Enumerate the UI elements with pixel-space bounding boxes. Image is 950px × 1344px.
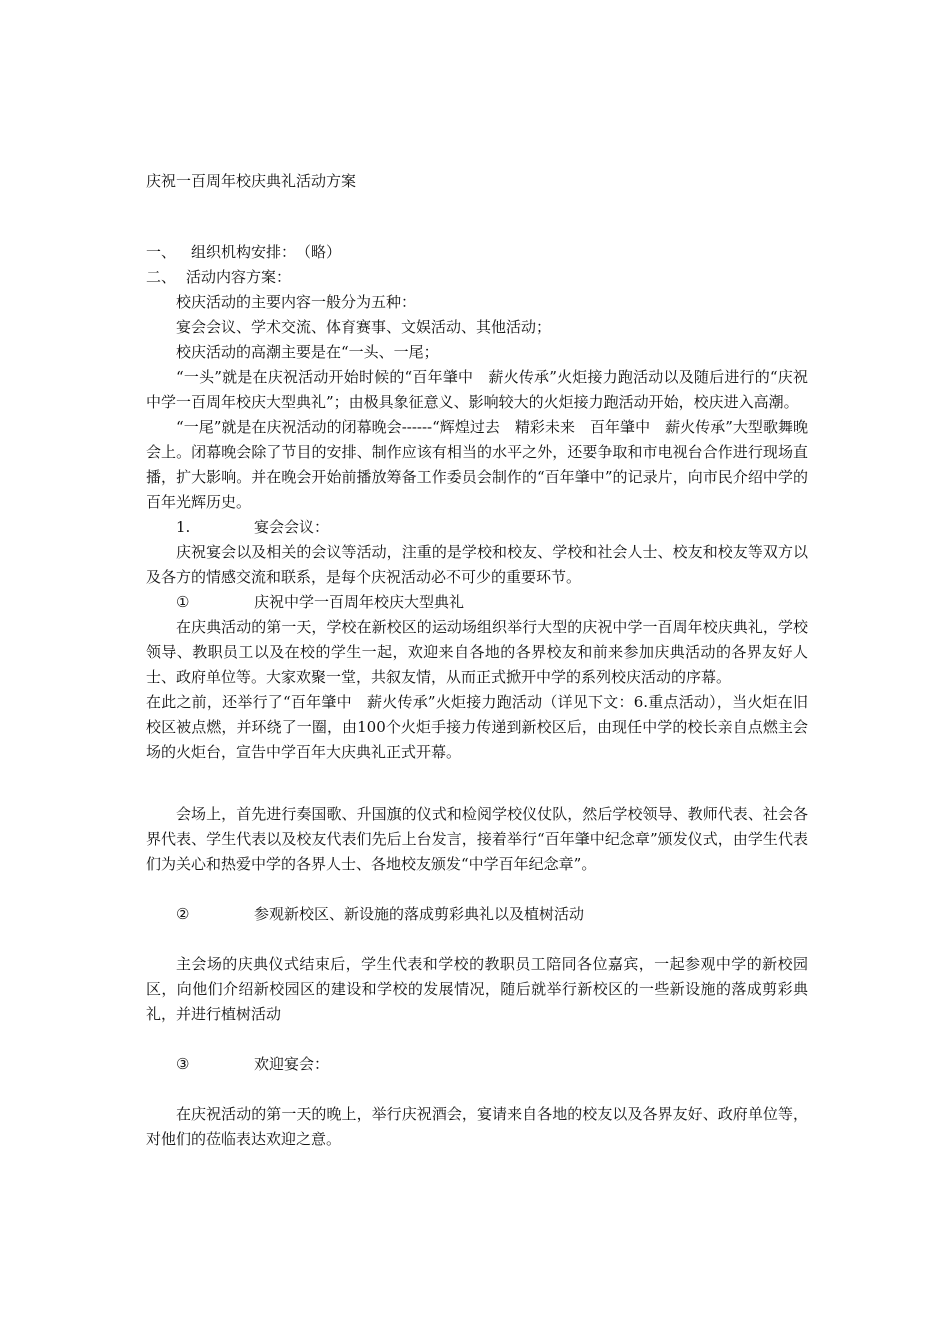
blank-line xyxy=(146,1077,808,1102)
paragraph: 校庆活动的主要内容一般分为五种： xyxy=(176,293,417,311)
subsection-heading xyxy=(146,1052,808,1077)
paragraph: 庆祝宴会以及相关的会议等活动，注重的是学校和校友、学校和社会人士、校友和校友等双方以及各方的情感交流和联系，是每个庆祝活动必不可少的重要环节。 xyxy=(146,543,808,586)
paragraph: “一头”就是在庆祝活动开始时候的“百年肇中 薪火传承”火炬接力跑活动以及随后进行的“庆祝中学一百周年校庆大型典礼”；由极具象征意义、影响较大的火炬接力跑活动开始，校庆进入高潮。 xyxy=(146,368,808,411)
document-body xyxy=(146,240,808,1152)
circled-number: ③ xyxy=(176,1055,190,1073)
circled-number: ① xyxy=(176,593,190,611)
section-heading-1 xyxy=(146,240,808,265)
paragraph: “一尾”就是在庆祝活动的闭幕晚会------“辉煌过去 精彩未来 百年肇中 薪火传承”大型歌舞晚会上。闭幕晚会除了节目的安排、制作应该有相当的水平之外，还要争取和市电视台合作进行现场直播，扩大影响。并在晚会开始前播放筹备工作委员会制作的“百年肇中”的记录片，向市民介绍中学的百年光辉历史。 xyxy=(146,418,808,511)
subsection-heading xyxy=(146,590,808,615)
section-heading-text: 活动内容方案： xyxy=(186,268,292,286)
blank-line xyxy=(146,877,808,902)
paragraph: 会场上，首先进行奏国歌、升国旗的仪式和检阅学校仪仗队，然后学校领导、教师代表、社会各界代表、学生代表以及校友代表们先后上台发言，接着举行“百年肇中纪念章”颁发仪式，由学生代表们为关心和热爱中学的各界人士、各地校友颁发“中学百年纪念章”。 xyxy=(146,805,808,873)
blank-line xyxy=(146,1027,808,1052)
subsection-heading xyxy=(146,902,808,927)
paragraph: 宴会会议、学术交流、体育赛事、文娱活动、其他活动； xyxy=(176,318,552,336)
item-heading-text: 宴会会议： xyxy=(254,518,330,536)
subsection-heading-text: 欢迎宴会： xyxy=(254,1055,330,1073)
paragraph: 校庆活动的高潮主要是在“一头、一尾； xyxy=(176,343,439,361)
document-title: 庆祝一百周年校庆典礼活动方案 xyxy=(146,172,357,190)
circled-number: ② xyxy=(176,905,190,923)
blank-line xyxy=(146,765,808,802)
numbered-heading xyxy=(146,515,808,540)
section-number: 二、 xyxy=(146,268,177,286)
paragraph: 在庆典活动的第一天，学校在新校区的运动场组织举行大型的庆祝中学一百周年校庆典礼，学校领导、教职员工以及在校的学生一起，欢迎来自各地的各界校友和前来参加庆典活动的各界友好人士、政府单位等。大家欢聚一堂，共叙友情，从而正式掀开中学的系列校庆活动的序幕。 xyxy=(146,618,808,686)
subsection-heading-text: 参观新校区、新设施的落成剪彩典礼以及植树活动 xyxy=(254,905,585,923)
subsection-heading-text: 庆祝中学一百周年校庆大型典礼 xyxy=(254,593,465,611)
blank-line xyxy=(146,927,808,952)
paragraph: 主会场的庆典仪式结束后，学生代表和学校的教职员工陪同各位嘉宾，一起参观中学的新校园区，向他们介绍新校园区的建设和学校的发展情况，随后就举行新校区的一些新设施的落成剪彩典礼，并进行植树活动 xyxy=(146,955,808,1023)
section-heading-2 xyxy=(146,265,808,290)
paragraph: 在此之前，还举行了“百年肇中 薪火传承”火炬接力跑活动（详见下文：6.重点活动），当火炬在旧校区被点燃，并环绕了一圈，由100个火炬手接力传递到新校区后，由现任中学的校长亲自点燃主会场的火炬台，宣告中学百年大庆典礼正式开幕。 xyxy=(146,693,808,761)
section-number: 一、 xyxy=(146,243,177,261)
item-number: 1. xyxy=(176,518,191,536)
paragraph: 在庆祝活动的第一天的晚上，举行庆祝酒会，宴请来自各地的校友以及各界友好、政府单位等，对他们的莅临表达欢迎之意。 xyxy=(146,1105,808,1148)
section-heading-text: 组织机构安排： （略） xyxy=(191,243,342,261)
